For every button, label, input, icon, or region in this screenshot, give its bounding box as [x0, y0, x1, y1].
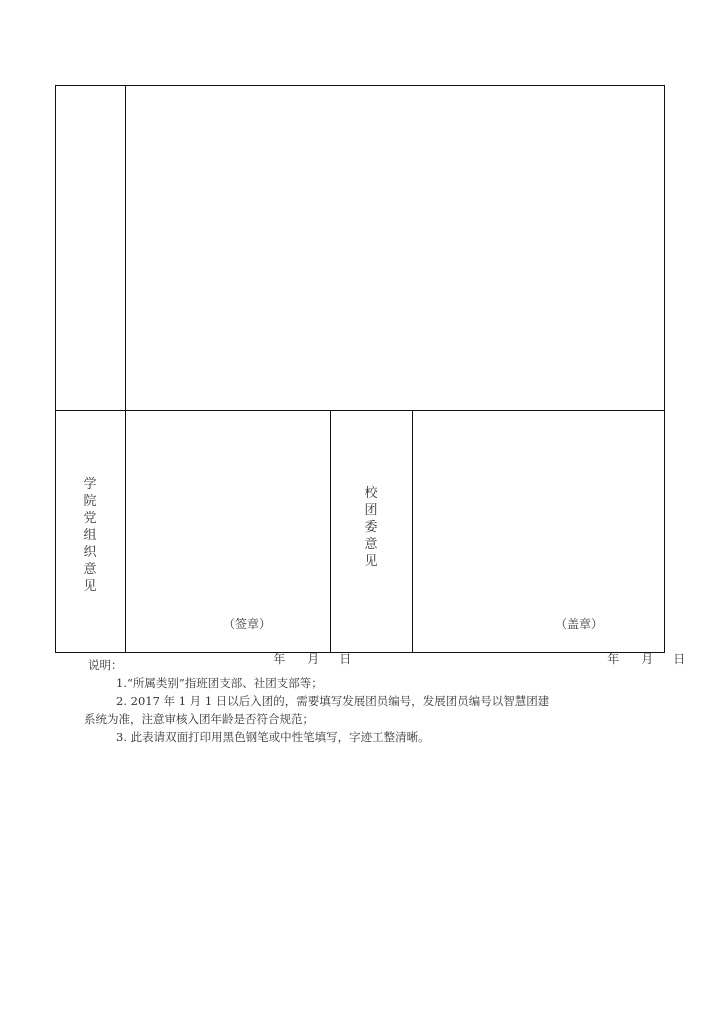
- instructions-title: 说明：: [88, 658, 123, 672]
- date-year: 年: [607, 652, 620, 666]
- college-party-opinion-label: 学 院 党 组 织 意 见: [83, 477, 97, 594]
- middle-divider: [330, 410, 331, 653]
- instruction-3: 3. 此表请双面打印用黑色钢笔或中性笔填写，字迹工整清晰。: [116, 730, 430, 744]
- date-month: 月: [307, 652, 320, 666]
- instruction-2-line2: 系统为准，注意审核入团年龄是否符合规范；: [84, 712, 314, 726]
- date-year: 年: [273, 652, 286, 666]
- table-border-right: [664, 85, 665, 653]
- league-opinion-cell[interactable]: [413, 411, 664, 652]
- instruction-2-line1: 2. 2017 年 1 月 1 日以后入团的，需要填写发展团员编号，发展团员编号以智慧团建: [116, 694, 550, 708]
- top-label-cell: [56, 86, 125, 410]
- college-seal-text: （签章）: [223, 617, 272, 631]
- date-day: 日: [339, 652, 352, 666]
- league-committee-opinion-label: 校 团 委 意 见: [364, 486, 378, 569]
- top-content-cell[interactable]: [126, 86, 664, 410]
- instructions: [84, 656, 648, 746]
- date-month: 月: [641, 652, 654, 666]
- instruction-1: 1.“所属类别”指班团支部、社团支部等；: [116, 676, 323, 690]
- table-border-bottom: [55, 652, 665, 653]
- league-seal-text: （盖章）: [555, 617, 604, 631]
- date-day: 日: [673, 652, 686, 666]
